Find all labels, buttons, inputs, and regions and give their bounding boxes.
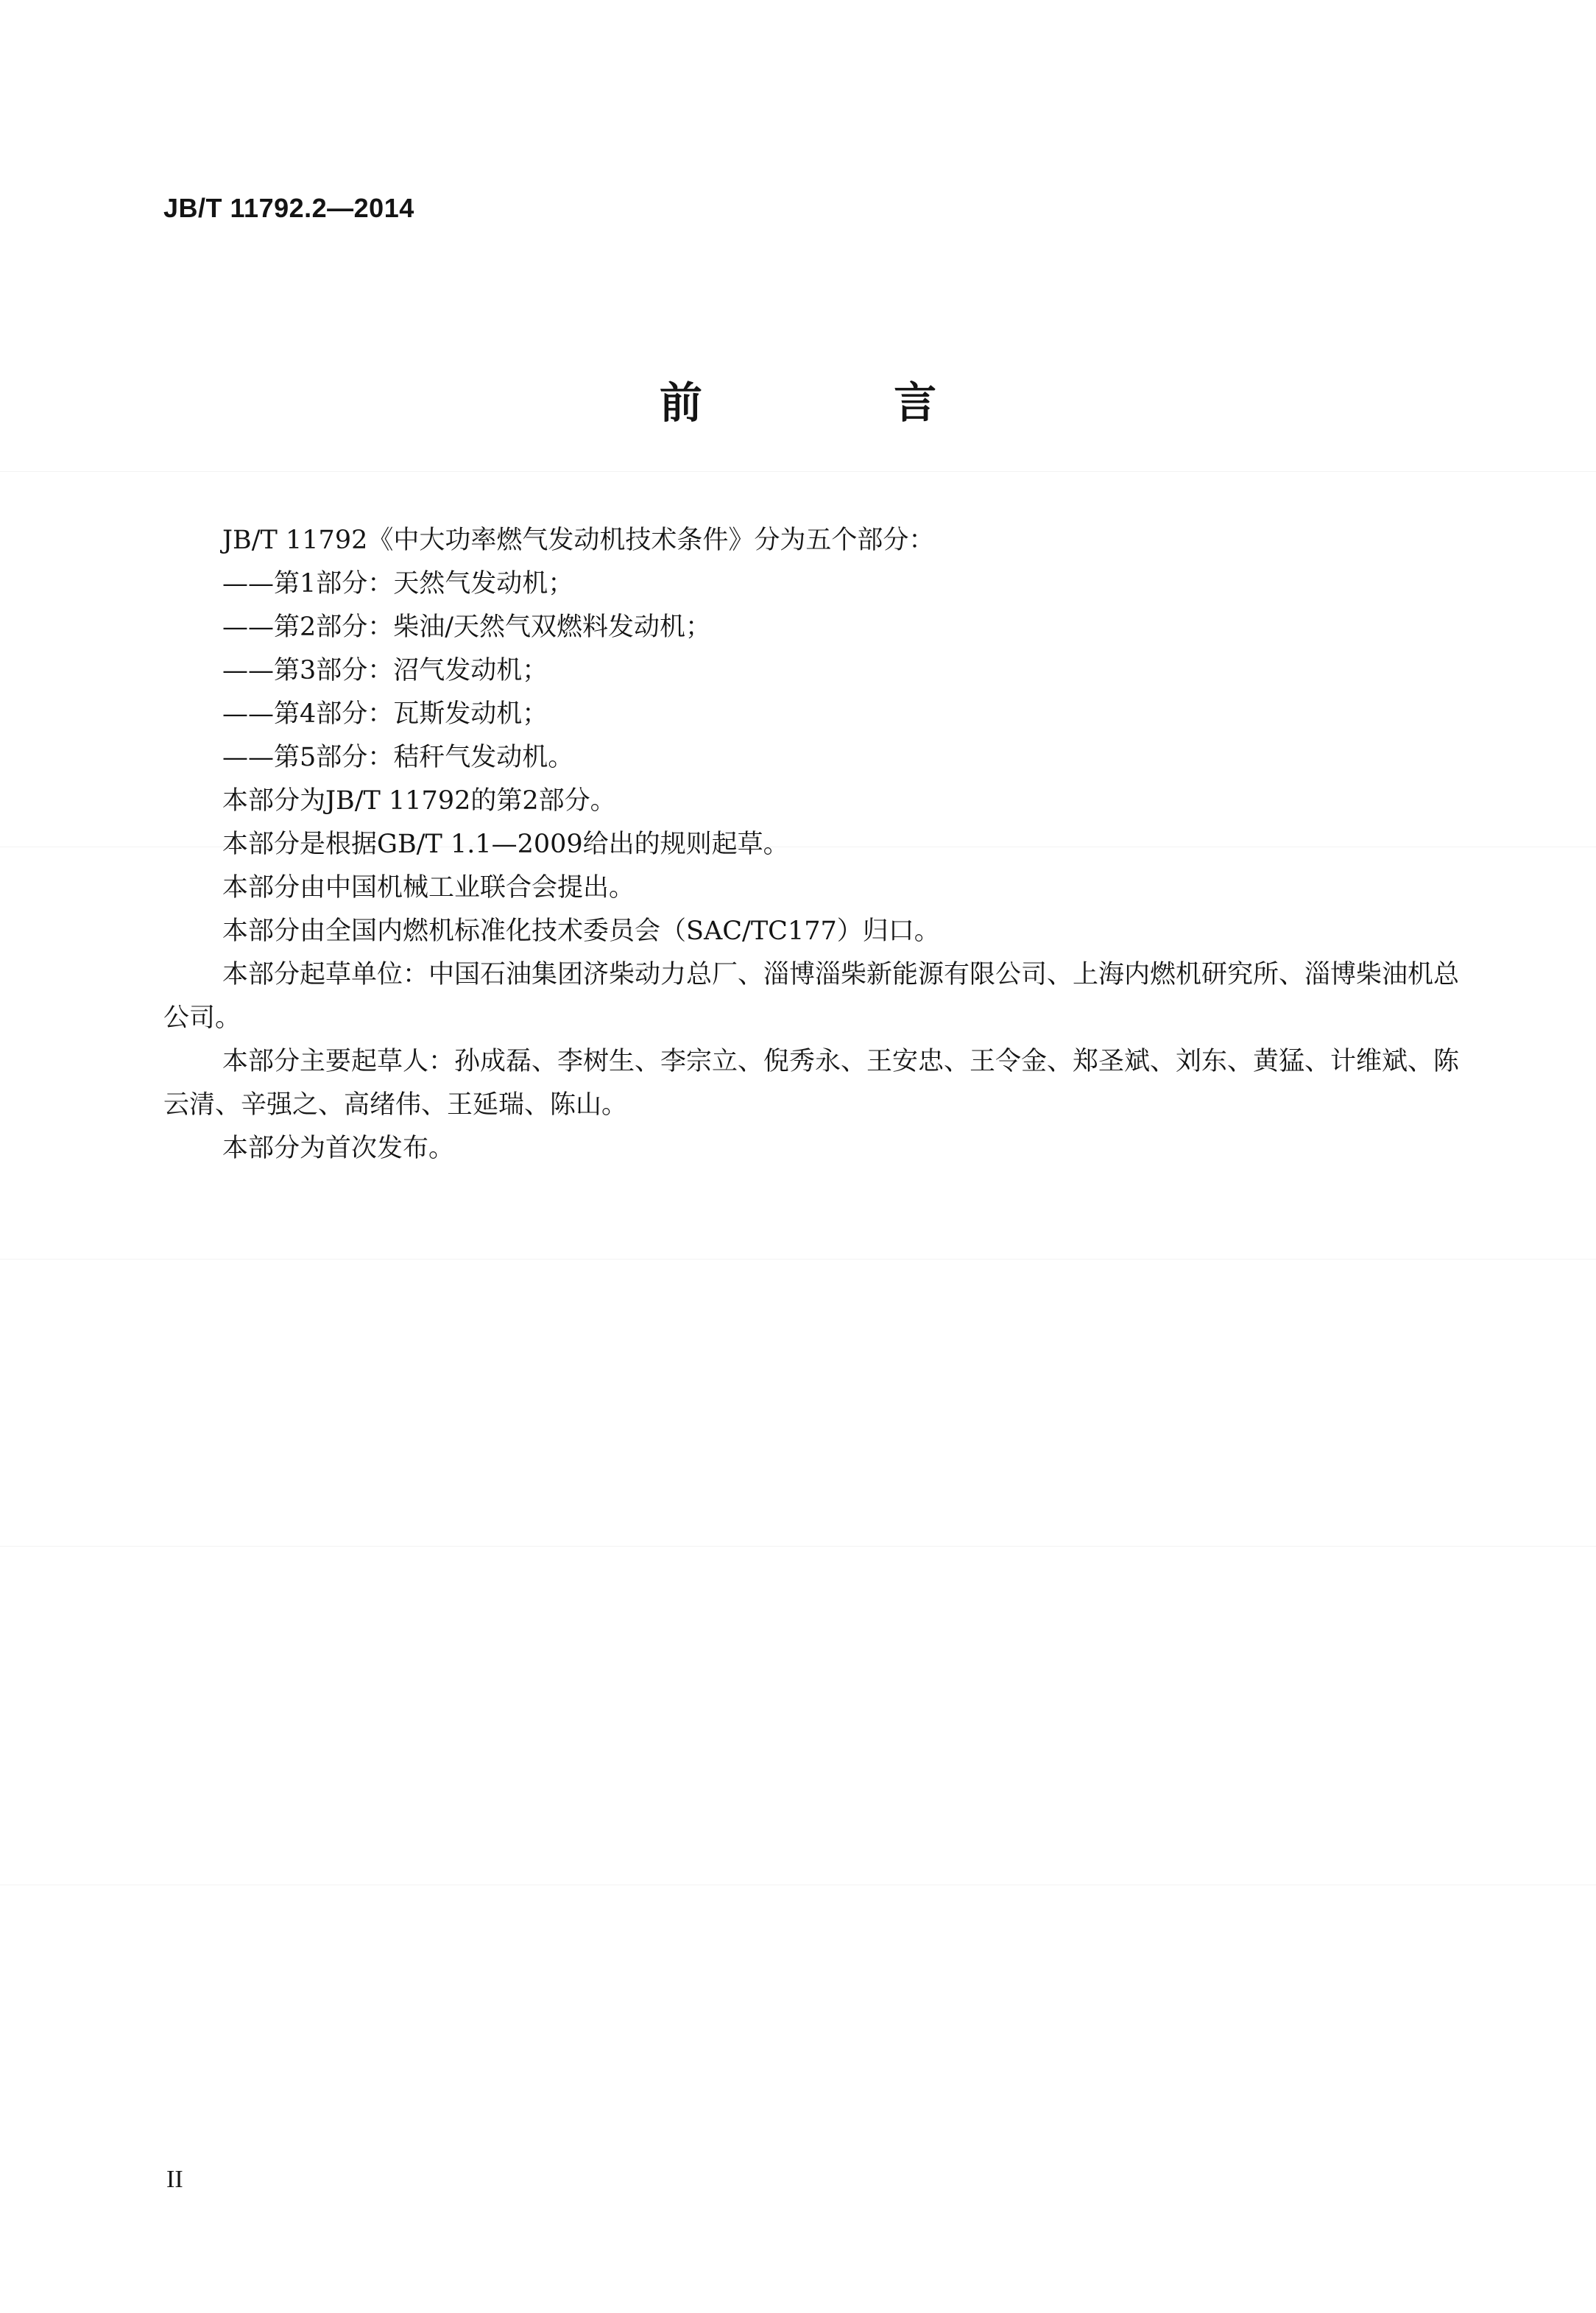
scan-artifact-line bbox=[0, 471, 1596, 472]
paragraph-drafting-units: 本部分起草单位：中国石油集团济柴动力总厂、淄博淄柴新能源有限公司、上海内燃机研究所、淄博柴油机总公司。 bbox=[163, 960, 1460, 1033]
paragraph-proposer: 本部分由中国机械工业联合会提出。 bbox=[222, 873, 635, 903]
standard-code: JB/T 11792.2—2014 bbox=[163, 193, 414, 223]
scan-artifact-line bbox=[0, 1546, 1596, 1547]
paragraph-administrator: 本部分由全国内燃机标准化技术委员会（SAC/TC177）归口。 bbox=[222, 917, 940, 946]
paragraph-part-statement: 本部分为JB/T 11792的第2部分。 bbox=[222, 786, 616, 816]
list-item-part-2: ——第2部分：柴油/天然气双燃料发动机； bbox=[222, 612, 712, 642]
list-item-part-4: ——第4部分：瓦斯发动机； bbox=[222, 699, 548, 729]
scan-artifact-line bbox=[0, 1259, 1596, 1260]
list-item-part-3: ——第3部分：沼气发动机； bbox=[222, 656, 548, 685]
list-item-part-5: ——第5部分：秸秆气发动机。 bbox=[222, 743, 574, 772]
paragraph-drafters: 本部分主要起草人：孙成磊、李树生、李宗立、倪秀永、王安忠、王令金、郑圣斌、刘东、黄猛、计维斌、陈云清、辛强之、高绪伟、王延瑞、陈山。 bbox=[163, 1047, 1460, 1120]
page-number: II bbox=[166, 2166, 183, 2193]
paragraph-intro: JB/T 11792《中大功率燃气发动机技术条件》分为五个部分： bbox=[222, 526, 935, 555]
paragraph-drafting-rules: 本部分是根据GB/T 1.1—2009给出的规则起草。 bbox=[222, 830, 789, 859]
list-item-part-1: ——第1部分：天然气发动机； bbox=[222, 569, 574, 598]
paragraph-first-release: 本部分为首次发布。 bbox=[222, 1134, 455, 1163]
foreword-body bbox=[163, 519, 1459, 1170]
page-title: 前 言 bbox=[659, 378, 1025, 428]
